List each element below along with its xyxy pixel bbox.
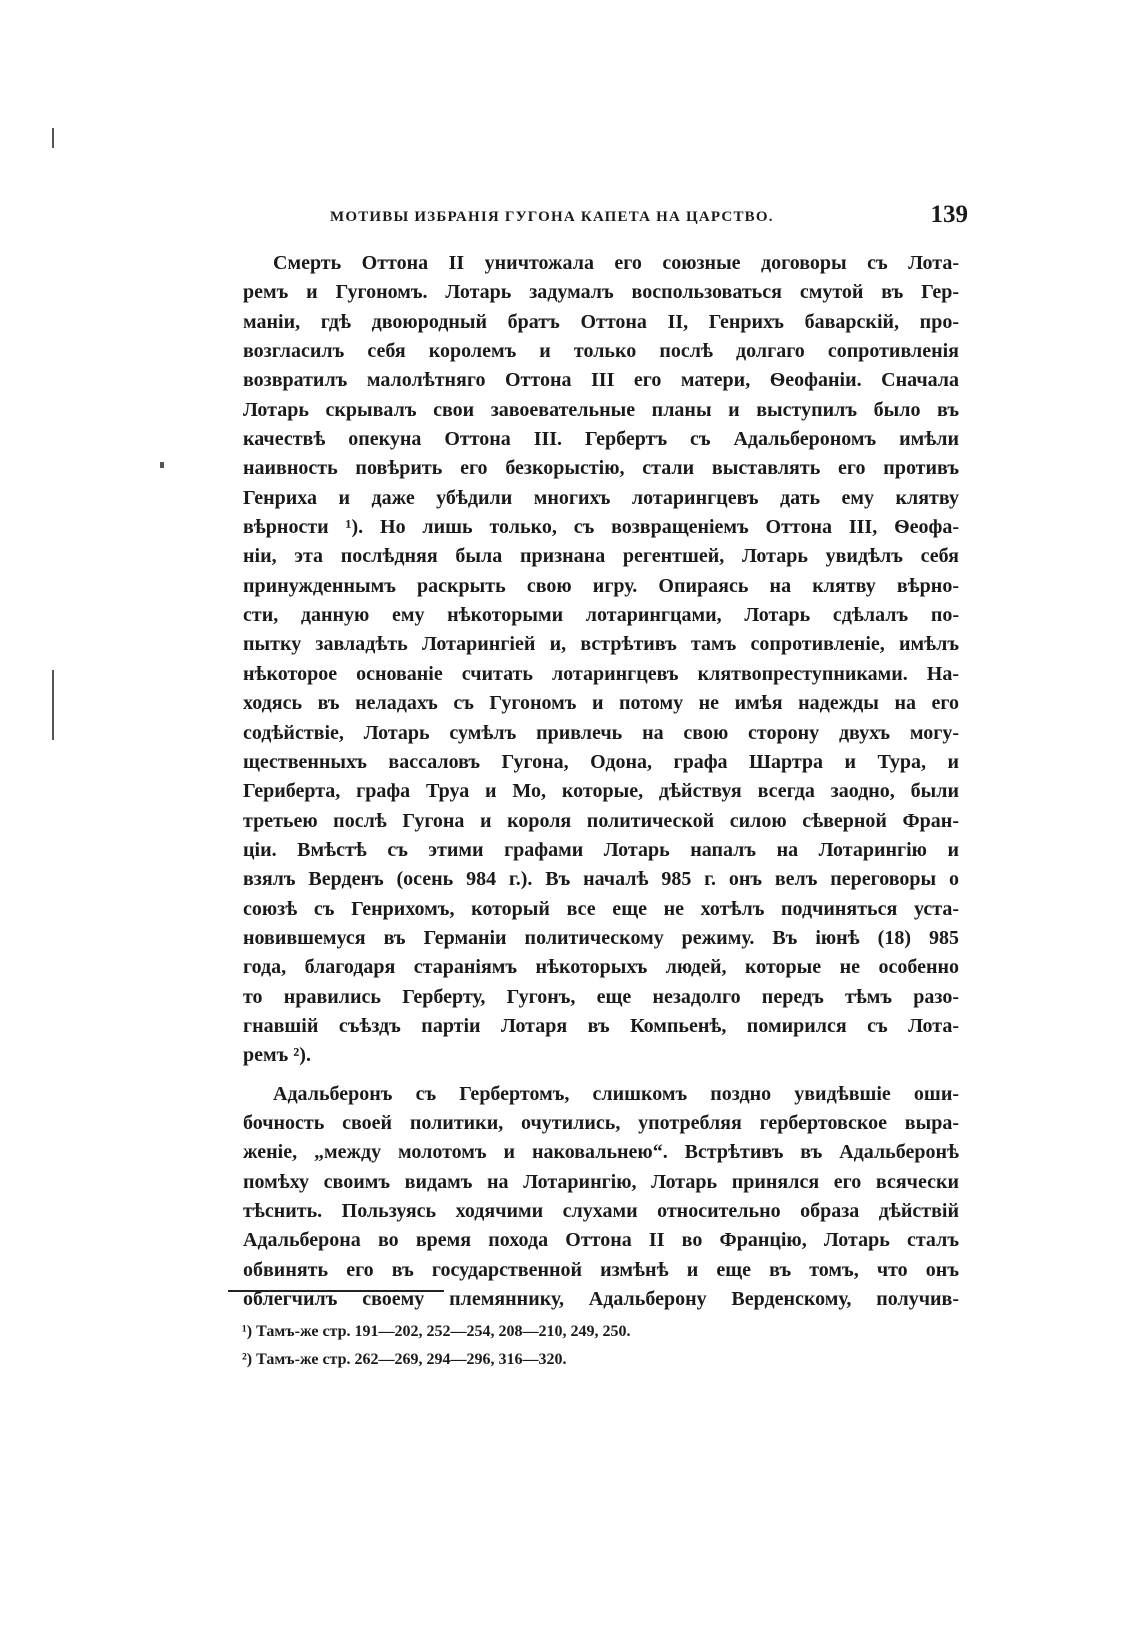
text-line: вѣрности ¹). Но лишь только, съ возвращеніемъ Оттона III, Ѳеофа- <box>243 516 959 539</box>
text-line: года, благодаря стараніямъ нѣкоторыхъ людей, которые не особенно <box>243 956 959 979</box>
text-line: новившемуся въ Германіи политическому режиму. Въ іюнѣ (18) 985 <box>243 926 959 949</box>
text-line: взялъ Верденъ (осень 984 г.). Въ началѣ 985 г. онъ велъ переговоры о <box>243 868 959 891</box>
text-line: нѣкоторое основаніе считать лотарингцевъ клятвопреступниками. На- <box>243 662 959 685</box>
text-line: наивность повѣрить его безкорыстію, стали выставлять его противъ <box>243 457 959 480</box>
text-line: гнавшій съѣздъ партіи Лотаря въ Компьенѣ, помирился съ Лота- <box>243 1014 959 1037</box>
text-line: Смерть Оттона II уничтожала его союзные договоры съ Лота- <box>273 252 959 274</box>
text-line: маніи, гдѣ двоюродный братъ Оттона II, Генрихъ баварскій, про- <box>243 310 959 333</box>
footnote-1: ¹) Тамъ-же стр. 191—202, 252—254, 208—210, 249, 250. <box>242 1323 631 1340</box>
text-line: ніи, эта послѣдняя была признана регентшей, Лотарь увидѣлъ себя <box>243 545 959 568</box>
text-line: облегчилъ своему племяннику, Адальберону Верденскому, получив- <box>243 1288 959 1311</box>
text-line: ходясь въ неладахъ съ Гугономъ и потому не имѣя надежды на его <box>243 692 959 715</box>
text-line: сти, данную ему нѣкоторыми лотарингцами, Лотарь сдѣлалъ по- <box>243 604 959 627</box>
text-line: ціи. Вмѣстѣ съ этими графами Лотарь напалъ на Лотарингію и <box>243 838 959 861</box>
text-line: щественныхъ вассаловъ Гугона, Одона, графа Шартра и Тура, и <box>243 750 959 773</box>
footnote-rule <box>228 1290 444 1292</box>
text-line: Генриха и даже убѣдили многихъ лотарингцевъ дать ему клятву <box>243 486 959 509</box>
text-line: тѣснить. Пользуясь ходячими слухами относительно образа дѣйствій <box>243 1200 959 1222</box>
paragraphs <box>243 249 959 1314</box>
text-line: третьею послѣ Гугона и короля политической силою сѣверной Фран- <box>243 809 959 832</box>
paragraph <box>243 1080 959 1315</box>
running-title: МОТИВЫ ИЗБРАНІЯ ГУГОНА КАПЕТА НА ЦАРСТВО. <box>330 209 774 225</box>
text-line: союзѣ съ Генрихомъ, который все еще не хотѣлъ подчиняться уста- <box>243 897 959 920</box>
running-head <box>330 201 970 235</box>
scan-edge-mark <box>52 128 54 148</box>
text-line: содѣйствіе, Лотарь сумѣлъ привлечь на свою сторону двухъ могу- <box>243 721 959 744</box>
body-text <box>243 249 959 1314</box>
text-line: женіе, „между молотомъ и наковальнею“. Встрѣтивъ въ Адальберонѣ <box>243 1141 959 1164</box>
text-line: возгласилъ себя королемъ и только послѣ долгаго сопротивленія <box>243 340 959 363</box>
page-number: 139 <box>930 201 968 228</box>
text-line: Адальберонъ съ Гербертомъ, слишкомъ поздно увидѣвшіе оши- <box>273 1082 959 1105</box>
scan-edge-mark <box>52 670 54 740</box>
paragraph <box>243 249 959 1071</box>
text-line: принужденнымъ раскрыть свою игру. Опираясь на клятву вѣрно- <box>243 574 959 597</box>
text-line: Лотарь скрывалъ свои завоевательные планы и выступилъ было въ <box>243 398 959 421</box>
text-line: возвратилъ малолѣтняго Оттона III его матери, Ѳеофаніи. Сначала <box>243 369 959 392</box>
footnotes <box>242 1318 842 1374</box>
footnote-2: ²) Тамъ-же стр. 262—269, 294—296, 316—320. <box>242 1351 567 1368</box>
text-line: помѣху своимъ видамъ на Лотарингію, Лотарь принялся его всячески <box>243 1170 959 1193</box>
scan-dot-mark <box>160 462 164 468</box>
text-line: обвинять его въ государственной измѣнѣ и еще въ томъ, что онъ <box>243 1258 959 1281</box>
text-line: ремъ и Гугономъ. Лотарь задумалъ воспользоваться смутой въ Гер- <box>243 281 959 304</box>
text-line: качествѣ опекуна Оттона III. Гербертъ съ Адальберономъ имѣли <box>243 428 959 451</box>
text-line: то нравились Герберту, Гугонъ, еще незадолго передъ тѣмъ разо- <box>243 985 959 1008</box>
text-line: бочность своей политики, очутились, употребляя гербертовское выра- <box>243 1111 959 1134</box>
text-line: Адальберона во время похода Оттона II во Францію, Лотарь сталъ <box>243 1229 959 1252</box>
text-line: ремъ ²). <box>243 1044 311 1067</box>
text-line: пытку завладѣть Лотарингіей и, встрѣтивъ тамъ сопротивленіе, имѣлъ <box>243 633 959 656</box>
text-line: Гериберта, графа Труа и Мо, которые, дѣйствуя всегда заодно, были <box>243 780 959 803</box>
